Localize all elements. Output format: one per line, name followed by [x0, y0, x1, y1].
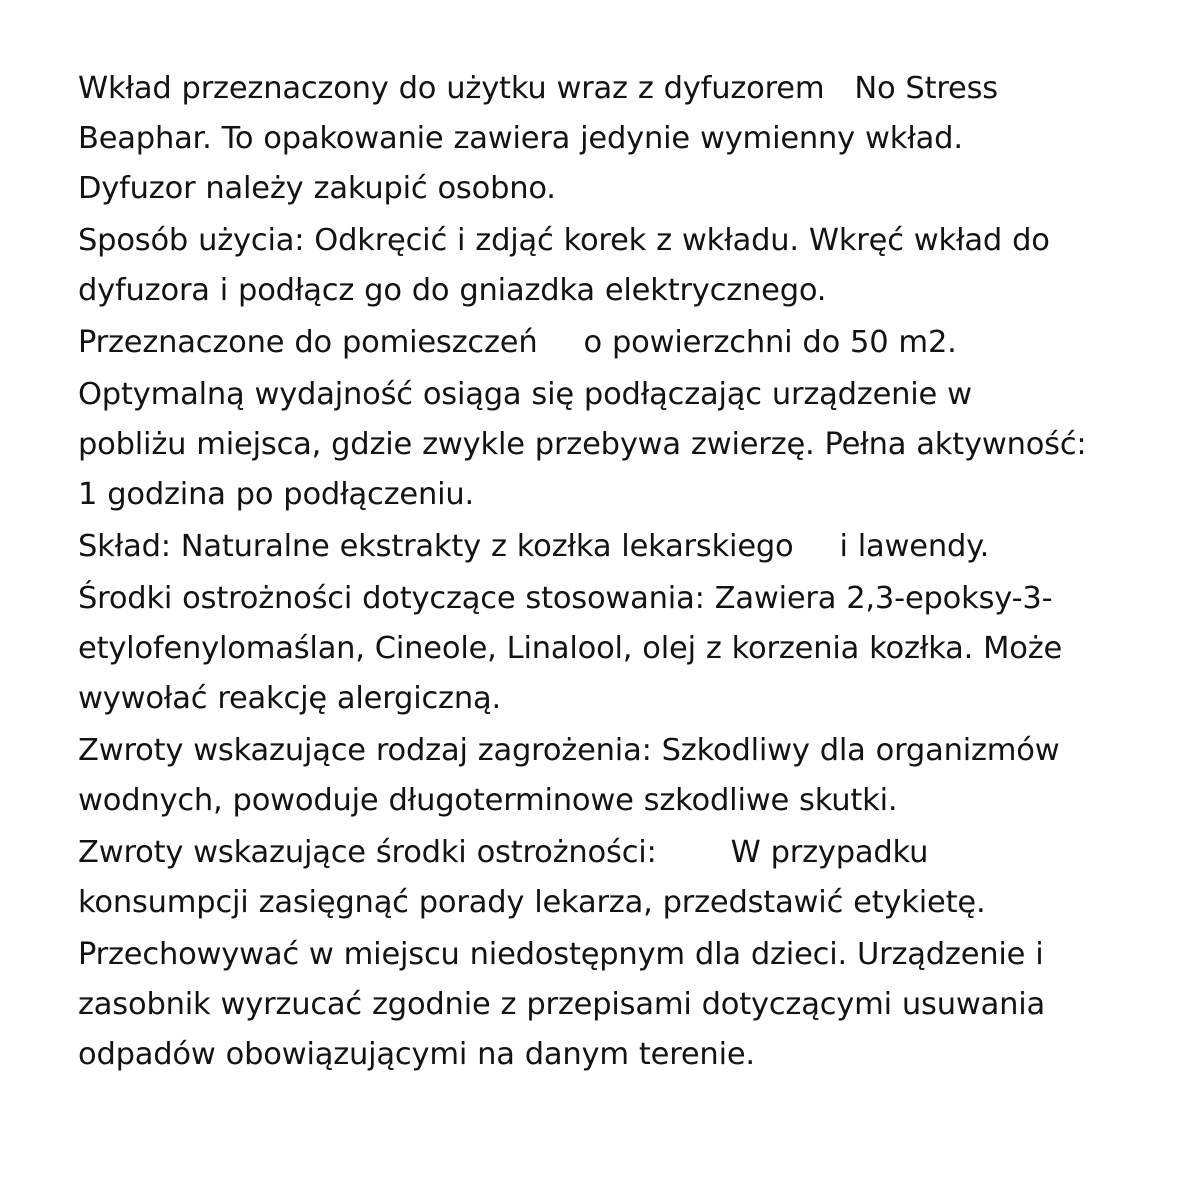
paragraph-storage-disposal — [78, 930, 1090, 1080]
paragraph-usage — [78, 216, 1090, 316]
paragraph-coverage — [78, 318, 1090, 368]
paragraph-efficiency — [78, 370, 1090, 520]
precautionary-statements-text-part-1: Zwroty wskazujące środki ostrożności: — [78, 835, 657, 870]
intro-text-part-1: Wkład przeznaczony do użytku wraz z dyfuzorem — [78, 71, 825, 106]
coverage-text-part-2: o powierzchni do 50 m2. — [583, 325, 957, 360]
usage-text: Sposób użycia: Odkręcić i zdjąć korek z wkładu. Wkręć wkład do dyfuzora i podłącz go do gniazdka elektrycznego. — [78, 223, 1050, 308]
precautions-text: Środki ostrożności dotyczące stosowania: Zawiera 2,3-epoksy-3-etylofenylomaślan, Cineole, Linalool, olej z korzenia kozłka. Może wywołać reakcję alergiczną. — [78, 581, 1063, 716]
paragraph-composition — [78, 522, 1090, 572]
hazard-statements-text: Zwroty wskazujące rodzaj zagrożenia: Szkodliwy dla organizmów wodnych, powoduje długoterminowe szkodliwe skutki. — [78, 733, 1060, 818]
intro-text-part-2: No Stress Beaphar. To opakowanie zawiera jedynie wymienny wkład. Dyfuzor należy zakupić osobno. — [78, 71, 998, 206]
paragraph-intro — [78, 64, 1090, 214]
paragraph-precautionary-statements — [78, 828, 1090, 928]
coverage-text-part-1: Przeznaczone do pomieszczeń — [78, 325, 538, 360]
composition-text-part-2: i lawendy. — [839, 529, 990, 564]
storage-disposal-text: Przechowywać w miejscu niedostępnym dla dzieci. Urządzenie i zasobnik wyrzucać zgodnie z przepisami dotyczącymi usuwania odpadów obowiązującymi na danym terenie. — [78, 937, 1045, 1072]
composition-text-part-1: Skład: Naturalne ekstrakty z kozłka lekarskiego — [78, 529, 794, 564]
paragraph-hazard-statements — [78, 726, 1090, 826]
paragraph-precautions — [78, 574, 1090, 724]
precautionary-statements-text-part-2: W przypadku konsumpcji zasięgnąć porady lekarza, przedstawić etykietę. — [78, 835, 986, 920]
efficiency-text: Optymalną wydajność osiąga się podłączając urządzenie w pobliżu miejsca, gdzie zwykle przebywa zwierzę. Pełna aktywność: 1 godzina po podłączeniu. — [78, 377, 1087, 512]
